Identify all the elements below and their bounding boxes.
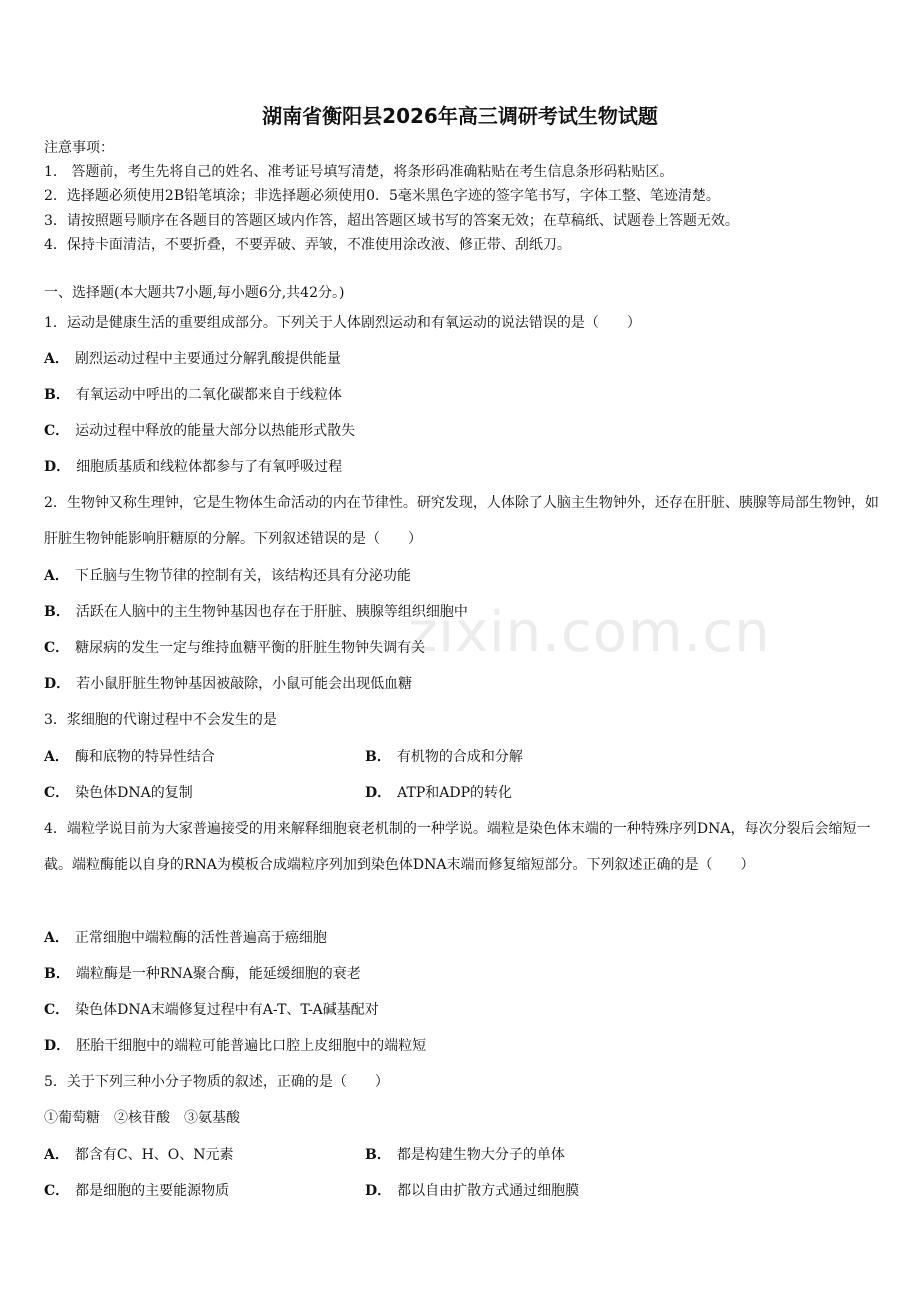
option-label: D．	[365, 785, 392, 801]
q2-stem: 2．生物钟又称生理钟，它是生物体生命活动的内在节律性。研究发现，人体除了人脑主生物钟外，还存在肝脏、胰腺等局部生物钟，如肝脏生物钟能影响肝糖原的分解。下列叙述错误的是（ ）	[44, 495, 879, 547]
option-text: 糖尿病的发生一定与维持血糖平衡的肝脏生物钟失调有关	[75, 640, 426, 656]
option-label: B．	[44, 387, 70, 403]
option-label: D．	[44, 676, 71, 692]
q1-option-c	[44, 421, 355, 441]
q3-option-b	[365, 747, 523, 767]
notice-heading: 注意事项：	[44, 140, 114, 156]
q3-option-d	[365, 783, 512, 803]
q2-option-c	[44, 638, 425, 658]
notice-item-2: 2．选择题必须使用2B铅笔填涂；非选择题必须使用0．5毫米黑色字迹的签字笔书写，字体工整、笔迹清楚。	[44, 188, 720, 204]
q4-option-c	[44, 1000, 379, 1020]
option-text: 有氧运动中呼出的二氧化碳都来自于线粒体	[75, 387, 342, 403]
option-text: ATP和ADP的转化	[397, 785, 512, 801]
option-label: D．	[365, 1183, 392, 1199]
option-label: A．	[44, 351, 69, 367]
q2-option-a	[44, 566, 411, 586]
q5-option-c	[44, 1181, 229, 1201]
option-text: 剧烈运动过程中主要通过分解乳酸提供能量	[74, 351, 341, 367]
option-label: B．	[44, 604, 70, 620]
option-label: C．	[44, 1002, 70, 1018]
notice-item-3: 3．请按照题号顺序在各题目的答题区域内作答，超出答题区域书写的答案无效；在草稿纸、试题卷上答题无效。	[44, 213, 739, 229]
option-text: 若小鼠肝脏生物钟基因被敲除，小鼠可能会出现低血糖	[76, 676, 413, 692]
q2-option-b	[44, 602, 468, 622]
q1-option-b	[44, 385, 342, 405]
option-label: A．	[44, 930, 69, 946]
option-label: A．	[44, 749, 69, 765]
option-text: 下丘脑与生物节律的控制有关，该结构还具有分泌功能	[74, 568, 411, 584]
q3-option-c	[44, 783, 193, 803]
option-label: C．	[44, 1183, 70, 1199]
option-label: C．	[44, 785, 70, 801]
option-text: 都是细胞的主要能源物质	[75, 1183, 230, 1199]
section-heading: 一、选择题(本大题共7小题,每小题6分,共42分。)	[44, 285, 345, 301]
q4-stem: 4．端粒学说目前为大家普遍接受的用来解释细胞衰老机制的一种学说。端粒是染色体末端的一种特殊序列DNA，每次分裂后会缩短一截。端粒酶能以自身的RNA为模板合成端粒序列加到染色体DNA末端而修复缩短部分。下列叙述正确的是（ ）	[44, 821, 871, 873]
option-text: 染色体DNA的复制	[75, 785, 193, 801]
q5-option-a	[44, 1145, 234, 1165]
option-text: 都以自由扩散方式通过细胞膜	[397, 1183, 580, 1199]
option-text: 运动过程中释放的能量大部分以热能形式散失	[75, 423, 356, 439]
q5-option-b	[365, 1145, 565, 1165]
option-label: B．	[365, 749, 391, 765]
watermark: zixin.com.cn	[408, 600, 771, 665]
notice-item-4: 4．保持卡面清洁，不要折叠，不要弄破、弄皱，不准使用涂改液、修正带、刮纸刀。	[44, 237, 571, 253]
q4-option-b	[44, 964, 361, 984]
option-label: A．	[44, 568, 69, 584]
page-title: 湖南省衡阳县2026年高三调研考试生物试题	[262, 104, 658, 128]
option-label: B．	[44, 966, 70, 982]
q1-option-a	[44, 349, 341, 369]
option-text: 正常细胞中端粒酶的活性普遍高于癌细胞	[74, 930, 327, 946]
q1-option-d	[44, 457, 342, 477]
option-text: 有机物的合成和分解	[396, 749, 523, 765]
notice-item-1: 1． 答题前，考生先将自己的姓名、准考证号填写清楚，将条形码准确粘贴在考生信息条形码粘贴区。	[44, 164, 674, 180]
option-label: B．	[365, 1147, 391, 1163]
q5-items: ①葡萄糖 ②核苷酸 ③氨基酸	[44, 1110, 240, 1126]
q4-option-a	[44, 928, 327, 948]
option-text: 染色体DNA末端修复过程中有A-T、T-A碱基配对	[75, 1002, 379, 1018]
option-text: 端粒酶是一种RNA聚合酶，能延缓细胞的衰老	[75, 966, 361, 982]
option-label: C．	[44, 423, 70, 439]
q4-option-d	[44, 1036, 426, 1056]
option-label: C．	[44, 640, 70, 656]
option-text: 胚胎干细胞中的端粒可能普遍比口腔上皮细胞中的端粒短	[76, 1038, 427, 1054]
option-text: 都含有C、H、O、N元素	[74, 1147, 234, 1163]
q5-stem: 5．关于下列三种小分子物质的叙述，正确的是（ ）	[44, 1074, 389, 1090]
option-label: D．	[44, 1038, 71, 1054]
option-text: 细胞质基质和线粒体都参与了有氧呼吸过程	[76, 459, 343, 475]
q3-stem: 3．浆细胞的代谢过程中不会发生的是	[44, 712, 277, 728]
q5-option-d	[365, 1181, 579, 1201]
q2-option-d	[44, 674, 412, 694]
option-label: A．	[44, 1147, 69, 1163]
option-text: 都是构建生物大分子的单体	[396, 1147, 565, 1163]
option-text: 活跃在人脑中的主生物钟基因也存在于肝脏、胰腺等组织细胞中	[75, 604, 468, 620]
option-label: D．	[44, 459, 71, 475]
option-text: 酶和底物的特异性结合	[74, 749, 215, 765]
q3-option-a	[44, 747, 215, 767]
q1-stem: 1．运动是健康生活的重要组成部分。下列关于人体剧烈运动和有氧运动的说法错误的是（ ）	[44, 315, 641, 331]
